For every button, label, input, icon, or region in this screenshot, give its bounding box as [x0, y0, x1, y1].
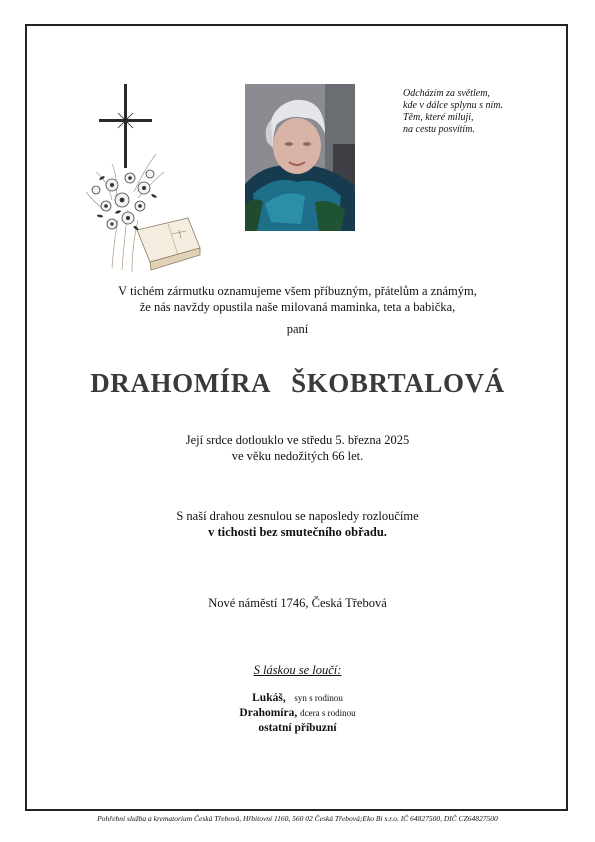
title-word: paní — [286, 322, 309, 336]
portrait-photo — [245, 84, 355, 231]
mourners-heading: S láskou se loučí: — [253, 663, 342, 677]
mourner-name: Drahomíra, — [239, 707, 298, 719]
death-line: ve věku nedožitých 66 let. — [231, 449, 364, 463]
poem-line: kde v dálce splynu s ním. — [403, 100, 503, 111]
cross-flowers-book-icon — [82, 80, 207, 280]
mourner-relation: dcera s rodinou — [300, 708, 356, 718]
intro-text — [25, 283, 570, 315]
farewell-info — [25, 508, 570, 540]
mourners-list — [25, 691, 570, 736]
farewell-line-bold: v tichosti bez smutečního obřadu. — [208, 525, 387, 539]
poem-line: na cestu posvítím. — [403, 124, 475, 135]
mourner-relation: syn s rodinou — [294, 693, 343, 703]
poem-line: Odcházím za světlem, — [403, 88, 490, 99]
address: Nové náměstí 1746, Česká Třebová — [208, 596, 387, 610]
first-name: DRAHOMÍRA — [90, 368, 272, 398]
mourner-name: Lukáš, — [252, 692, 286, 704]
intro-line: že nás navždy opustila naše milovaná maminka, teta a babička, — [139, 300, 456, 314]
last-name: ŠKOBRTALOVÁ — [291, 368, 505, 398]
poem-line: Těm, které miluji, — [403, 112, 474, 123]
poem — [403, 88, 553, 136]
deceased-name — [25, 368, 570, 399]
death-line: Její srdce dotlouklo ve středu 5. března 2025 — [185, 433, 410, 447]
mourner-others: ostatní příbuzní — [258, 722, 337, 734]
mourner-item — [25, 706, 570, 721]
farewell-line: S naší drahou zesnulou se naposledy rozloučíme — [176, 509, 419, 523]
death-info — [25, 432, 570, 464]
mourner-item — [25, 691, 570, 706]
intro-line: V tichém zármutku oznamujeme všem příbuzným, přátelům a známým, — [118, 284, 477, 298]
footer-funeral-service: Pohřební služba a krematorium Česká Třebová, Hřbitovní 1160, 560 02 Česká Třebová;Eko Bi s.r.o. IČ 64827500, DIČ CZ64827500 — [97, 814, 498, 823]
